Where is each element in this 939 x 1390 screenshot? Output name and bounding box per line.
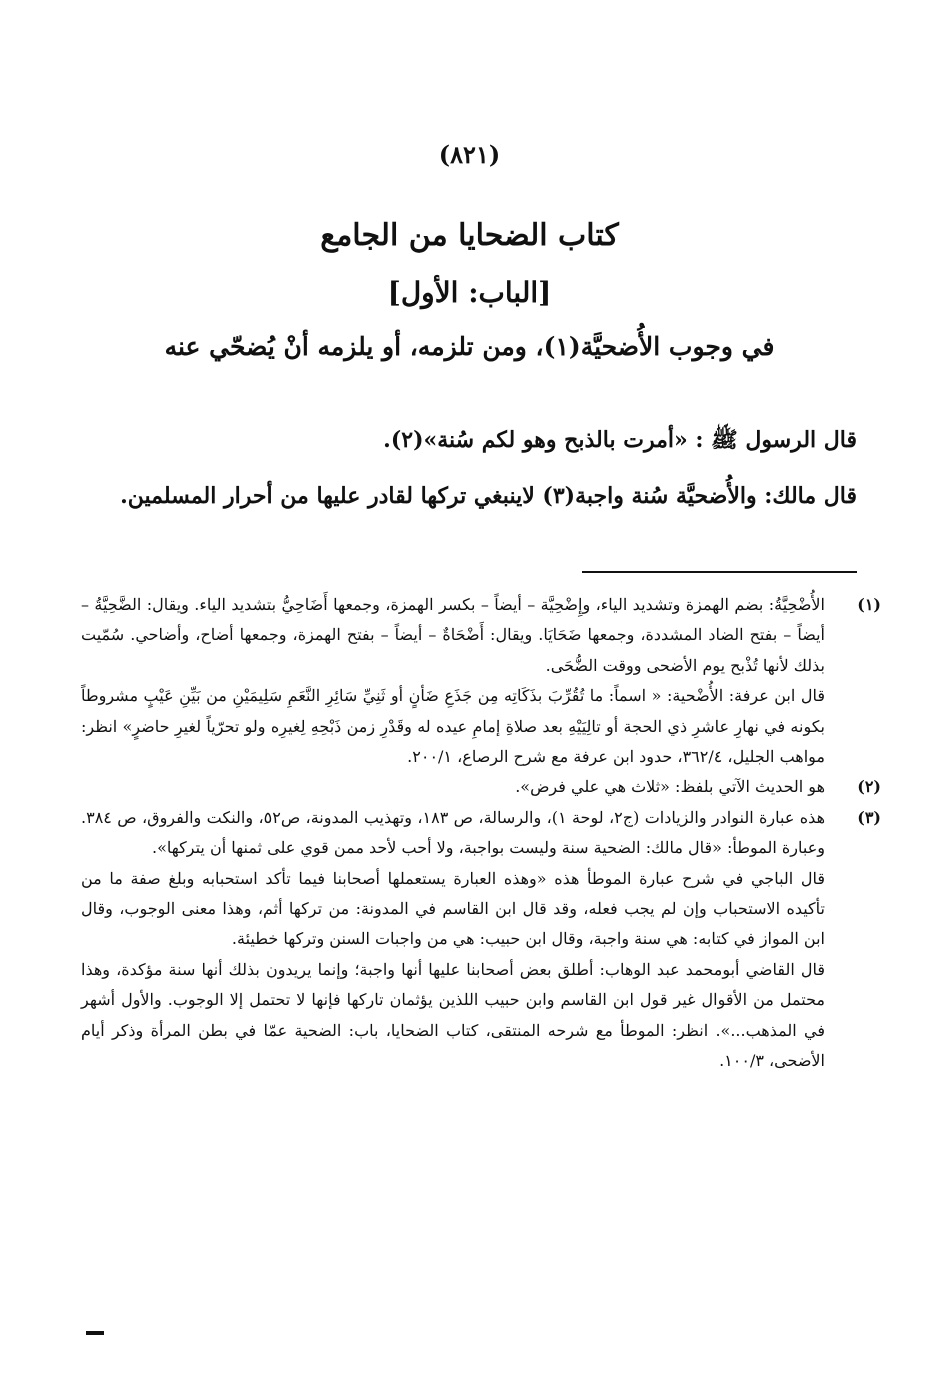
- footnote-body: [81, 772, 825, 802]
- section-title: في وجوب الأُضحيَّة(١)، ومن تلزمه، أو يلزمه أنْ يُضحّي عنه: [164, 332, 775, 361]
- page-end-mark: [86, 1331, 104, 1335]
- body-paragraph-malik: قال مالك: والأُضحيَّة سُنة واجبة(٣) لاينبغي تركها لقادر عليها من أحرار المسلمين.: [120, 483, 857, 509]
- footnote-number: (٣): [857, 807, 881, 827]
- page-number: (٨٢١): [438, 140, 501, 169]
- footnote-paragraph: قال ابن عرفة: الأُضْحية: « اسماً: ما تُقُرِّبَ بذَكَاتِه مِن جَذَعِ ضَأنٍ أو ثَنِيِّ سَائِرِ النَّعَمِ سَلِيمَيْنِ من بَيِّنِ عَيْبٍ مشروطاً بكونه في نهارِ عاشرِ ذي الحجة أو تالِيَيْهِ بعد صلاةِ إمامِ عيده له وقَدْرِ زمن ذَبْحِهِ لِغيرِه ولو تحرّياً لغيرِ حاضرٍ» انظر: مواهب الجليل، ٣٦٢/٤، حدود ابن عرفة مع شرح الرصاع، ٢٠٠/١.: [81, 686, 826, 767]
- footnote-1: [81, 590, 881, 772]
- footnote-paragraph: قال الباجي في شرح عبارة الموطأ هذه «وهذه العبارة يستعملها أصحابنا فيما تأكد استحبابه وبلغ صفة ما من تأكيده الاستحباب وإن لم يجب فعله، وقد قال ابن القاسم في المدونة: من تركها أثم، وهذا معنى الوجوب، وقال ابن المواز في كتابه: هي سنة واجبة، وقال ابن حبيب: هي من واجبات السنن وتركها خطيئة.: [81, 868, 825, 949]
- footnote-number: (٢): [857, 777, 881, 797]
- book-title: كتاب الضحايا من الجامع: [320, 218, 619, 253]
- footnote-3: [81, 803, 881, 1077]
- footnote-2: [81, 772, 881, 802]
- footnote-paragraph: الأُضْحِيَّةُ: بضم الهمزة وتشديد الياء، وإِضْحِيَّة – أيضاً – بكسر الهمزة، وجمعها أَضَاحِيُّ بتشديد الياء. ويقال: الضَّحِيَّةُ – أيضاً – بفتح الضاد المشددة، وجمعها ضَحَايَا. ويقال: أَضْحَاةٌ – أيضاً – بفتح الهمزة، وجمعها أضاح، وأضاحي. سُمّيت بذلك لأنها تُذْبح يوم الأضحى ووقت الضُّحَى.: [81, 595, 825, 675]
- footnote-separator: [582, 571, 857, 573]
- footnote-paragraph: هو الحديث الآتي بلفظ: «ثلاث هي علي فرض».: [515, 777, 825, 797]
- footnote-paragraph: قال القاضي أبومحمد عبد الوهاب: أطلق بعض أصحابنا عليها أنها واجبة؛ وإنما يريدون بذلك أنها سنة مؤكدة، وهذا محتمل من الأقوال غير قول ابن القاسم وابن حبيب اللذين يؤثمان تاركها فإنها لا تحتمل إلا الوجوب. والأول أشهر في المذهب...». انظر: الموطأ مع شرحه المنتقى، كتاب الضحايا، باب: الضحية عمّا في بطن المرأة وذكر أيام الأضحى، ١٠٠/٣.: [81, 959, 825, 1071]
- footnote-paragraph: هذه عبارة النوادر والزيادات (ج٢، لوحة ١)، والرسالة، ص ١٨٣، وتهذيب المدونة، ص٥٢، والنكت والفروق، ص ٣٨٤. وعبارة الموطأ: «قال مالك: الضحية سنة وليست بواجبة، ولا أحب لأحد ممن قوي على ثمنها أن يتركها».: [81, 807, 826, 858]
- body-paragraph-hadith: قال الرسول ﷺ : «أمرت بالذبح وهو لكم سُنة»(٢).: [383, 427, 857, 453]
- footnote-number: (١): [857, 595, 881, 614]
- footnote-body: [81, 803, 825, 1077]
- footnotes: [81, 590, 881, 1077]
- chapter-title: [الباب: الأول]: [387, 276, 552, 309]
- footnote-body: [81, 590, 825, 772]
